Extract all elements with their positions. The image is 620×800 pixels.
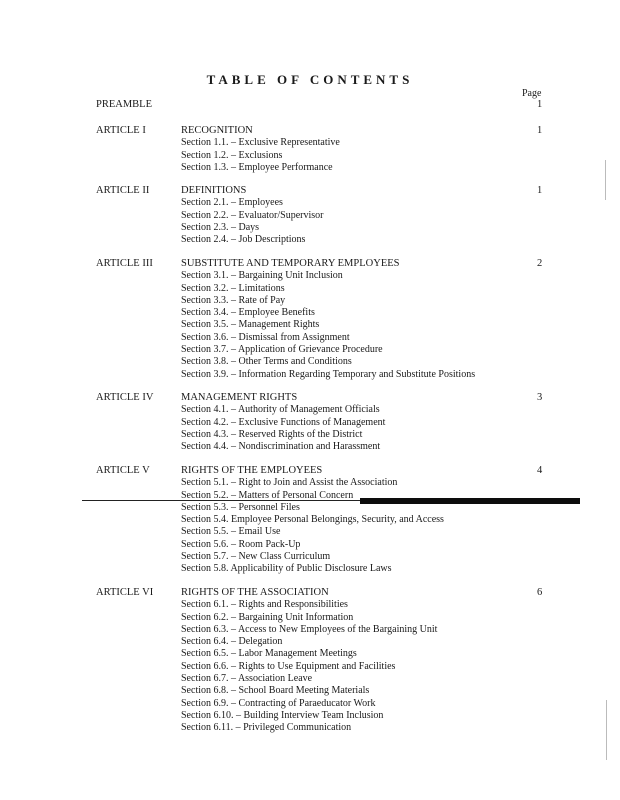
section-entry: Section 5.7. – New Class Curriculum [181, 551, 331, 563]
section-entry: Section 5.5. – Email Use [181, 526, 281, 538]
section-entry: Section 5.6. – Room Pack-Up [181, 538, 301, 550]
section-entry: Section 3.6. – Dismissal from Assignment [181, 331, 350, 343]
scan-artifact-speck [606, 700, 607, 760]
section-entry: Section 5.3. – Personnel Files [181, 501, 300, 513]
article-label: ARTICLE II [96, 185, 150, 196]
scan-artifact-bar [360, 498, 580, 504]
article-label: ARTICLE I [96, 125, 146, 136]
section-entry: Section 3.2. – Limitations [181, 282, 285, 294]
scan-artifact-line [82, 500, 364, 501]
section-entry: Section 2.4. – Job Descriptions [181, 234, 306, 246]
page-column-header: Page [522, 88, 542, 99]
section-entry: Section 3.8. – Other Terms and Conditions [181, 356, 352, 368]
section-entry: Section 2.3. – Days [181, 221, 260, 233]
section-list [181, 477, 444, 575]
scan-artifact-speck [605, 160, 606, 200]
article-page-number: 1 [537, 125, 543, 136]
section-entry: Section 3.4. – Employee Benefits [181, 307, 315, 319]
section-entry: Section 6.6. – Rights to Use Equipment and Facilities [181, 660, 396, 672]
section-entry: Section 6.2. – Bargaining Unit Information [181, 611, 354, 623]
article-label: ARTICLE IV [96, 392, 154, 403]
section-entry: Section 1.1. – Exclusive Representative [181, 137, 340, 149]
preamble-page-number: 1 [537, 99, 543, 110]
section-entry: Section 6.11. – Privileged Communication [181, 722, 352, 734]
section-entry: Section 6.4. – Delegation [181, 636, 283, 648]
article-title: RIGHTS OF THE EMPLOYEES [181, 465, 323, 476]
section-entry: Section 6.3. – Access to New Employees of the Bargaining Unit [181, 623, 438, 635]
preamble-label: PREAMBLE [96, 99, 153, 110]
section-entry: Section 6.8. – School Board Meeting Materials [181, 685, 370, 697]
article-page-number: 3 [537, 392, 543, 403]
section-entry: Section 5.4. Employee Personal Belongings, Security, and Access [181, 514, 444, 526]
article-page-number: 4 [537, 465, 543, 476]
article-label: ARTICLE III [96, 258, 153, 269]
section-list [181, 137, 340, 174]
article-title: SUBSTITUTE AND TEMPORARY EMPLOYEES [181, 258, 400, 269]
article-title: MANAGEMENT RIGHTS [181, 392, 298, 403]
article-page-number: 1 [537, 185, 543, 196]
section-entry: Section 4.4. – Nondiscrimination and Harassment [181, 441, 381, 453]
section-list [181, 197, 323, 246]
section-list [181, 599, 437, 734]
article-title: DEFINITIONS [181, 185, 247, 196]
article-label: ARTICLE V [96, 465, 150, 476]
section-entry: Section 2.1. – Employees [181, 197, 283, 209]
page-title: TABLE OF CONTENTS [206, 72, 414, 87]
section-entry: Section 3.3. – Rate of Pay [181, 294, 286, 306]
article-title: RECOGNITION [181, 125, 253, 136]
section-entry: Section 6.9. – Contracting of Paraeducator Work [181, 697, 376, 709]
section-list [181, 404, 385, 453]
section-entry: Section 1.3. – Employee Performance [181, 161, 333, 173]
section-entry: Section 5.1. – Right to Join and Assist the Association [181, 477, 398, 489]
article-label: ARTICLE VI [96, 587, 154, 598]
section-entry: Section 6.10. – Building Interview Team Inclusion [181, 709, 384, 721]
section-entry: Section 5.2. – Matters of Personal Concern [181, 489, 354, 501]
article-page-number: 2 [537, 258, 543, 269]
section-entry: Section 1.2. – Exclusions [181, 149, 283, 161]
article-title: RIGHTS OF THE ASSOCIATION [181, 587, 329, 598]
section-entry: Section 3.7. – Application of Grievance Procedure [181, 344, 383, 356]
section-entry: Section 3.1. – Bargaining Unit Inclusion [181, 270, 343, 282]
section-entry: Section 6.1. – Rights and Responsibilities [181, 599, 348, 611]
section-entry: Section 4.2. – Exclusive Functions of Management [181, 416, 386, 428]
section-entry: Section 6.5. – Labor Management Meetings [181, 648, 357, 660]
section-entry: Section 2.2. – Evaluator/Supervisor [181, 209, 324, 221]
section-entry: Section 5.8. Applicability of Public Disclosure Laws [181, 563, 392, 575]
section-entry: Section 3.9. – Information Regarding Temporary and Substitute Positions [181, 368, 476, 380]
section-entry: Section 4.3. – Reserved Rights of the District [181, 428, 363, 440]
article-page-number: 6 [537, 587, 543, 598]
section-entry: Section 6.7. – Association Leave [181, 673, 313, 685]
section-entry: Section 3.5. – Management Rights [181, 319, 320, 331]
section-list [181, 270, 475, 381]
section-entry: Section 4.1. – Authority of Management Officials [181, 404, 380, 416]
